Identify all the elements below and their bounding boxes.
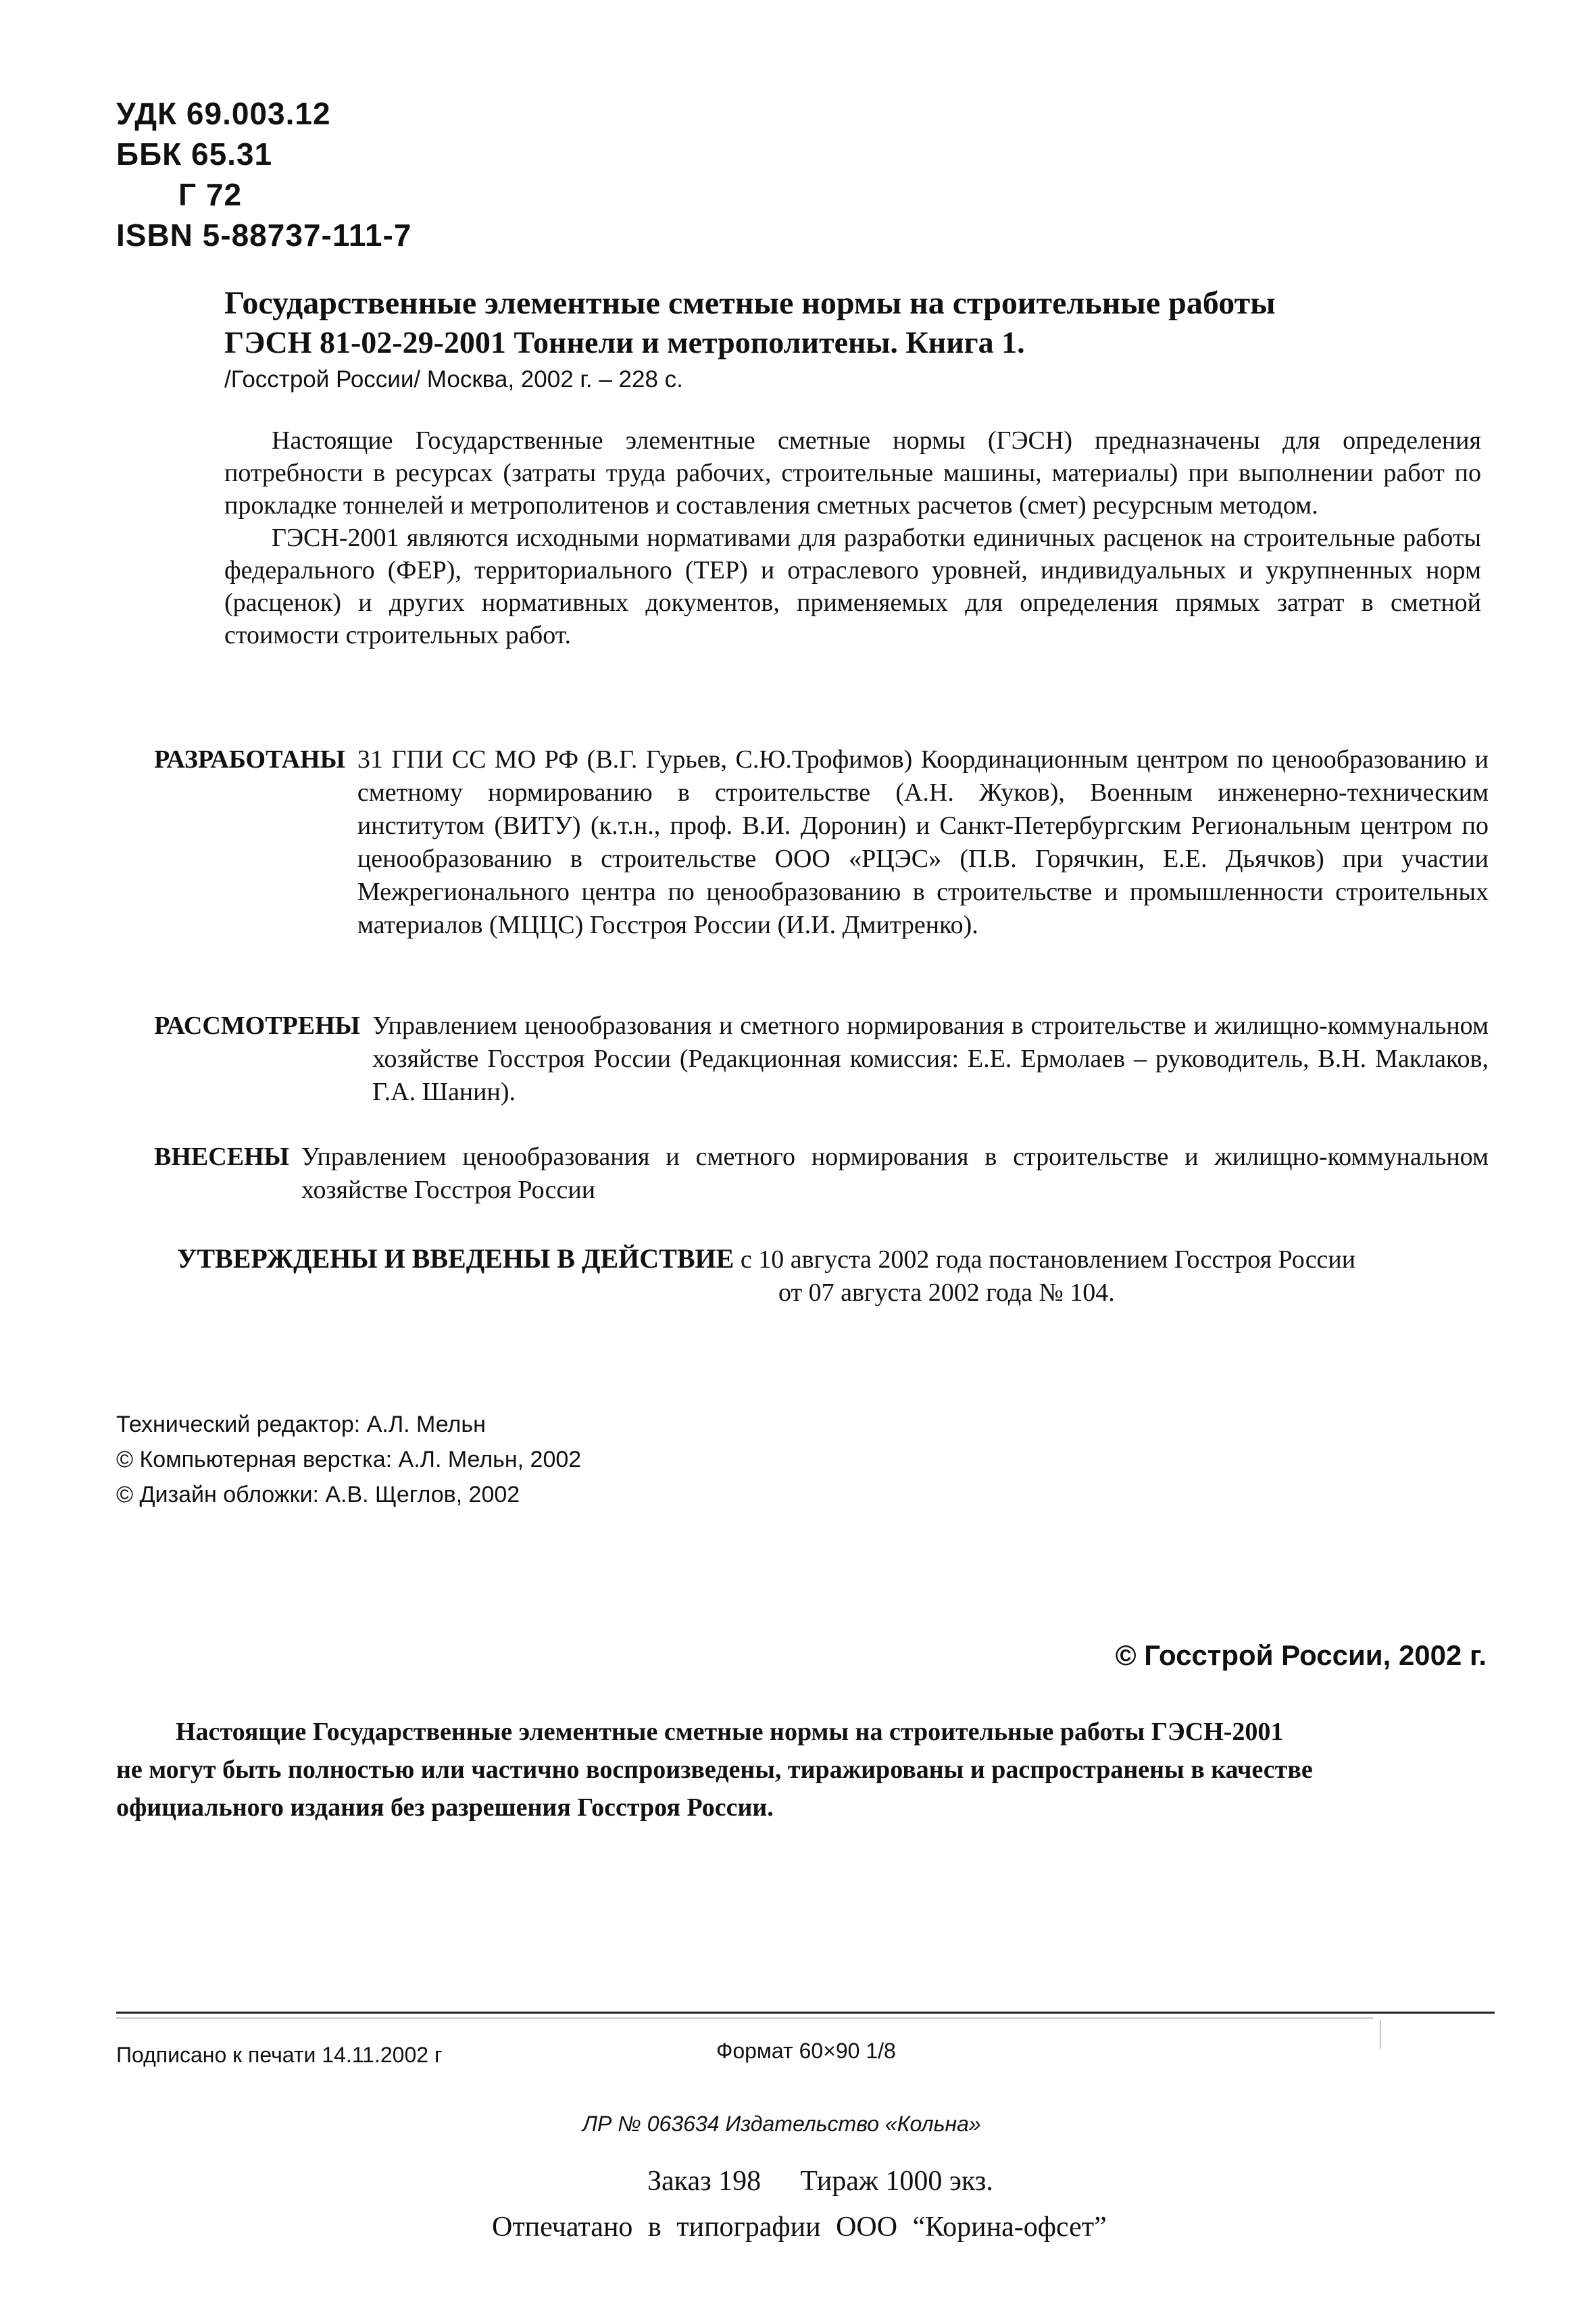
developed-label: РАЗРАБОТАНЫ xyxy=(154,745,345,774)
intro-section xyxy=(224,424,1481,651)
intro-paragraph-2: ГЭСН-2001 являются исходными нормативами для разработки единичных расценок на строительные работы федерального (ФЕР), территориального (ТЕР) и отраслевого уровней, индивидуальных и укрупненных норм (расценок) и других нормативных документов, применяемых для определения прямых затрат в сметной стоимости строительных работ. xyxy=(224,524,1481,649)
approved-row xyxy=(177,1242,1488,1310)
publisher-info: /Госстрой России/ Москва, 2002 г. – 228 с. xyxy=(224,366,683,393)
udk-code: УДК 69.003.12 xyxy=(116,96,331,131)
title-block xyxy=(224,284,1508,397)
copyright-notice xyxy=(116,1713,1489,1826)
approved-text-line2: от 07 августа 2002 года № 104. xyxy=(778,1278,1115,1307)
cover-design-credit: © Дизайн обложки: А.В. Щеглов, 2002 xyxy=(116,1482,520,1508)
approved-label: УТВЕРЖДЕНЫ И ВВЕДЕНЫ В ДЕЙСТВИЕ xyxy=(177,1243,734,1274)
circulation: Тираж 1000 экз. xyxy=(800,2166,993,2197)
credits xyxy=(116,1407,581,1512)
isbn-code: ISBN 5-88737-111-7 xyxy=(116,218,412,253)
reviewed-text: Управлением ценообразования и сметного нормирования в строительстве и жилищно-коммунальном хозяйстве Госстроя России (Редакционная комиссия: Е.Е. Ермолаев – руководитель, В.Н. Маклаков, Г.А. Шанин). xyxy=(372,1012,1489,1106)
intro-paragraph-1: Настоящие Государственные элементные сметные нормы (ГЭСН) предназначены для определения потребности в ресурсах (затраты труда рабочих, строительные машины, материалы) при выполнении работ по прокладке тоннелей и метрополитенов и составления сметных расчетов (смет) ресурсным методом. xyxy=(224,426,1481,520)
reviewed-label: РАССМОТРЕНЫ xyxy=(154,1012,360,1040)
reviewed-row xyxy=(154,1010,1489,1109)
tech-editor: Технический редактор: А.Л. Мельн xyxy=(116,1412,486,1437)
print-format: Формат 60×90 1/8 xyxy=(716,2039,896,2063)
notice-line-3: официального издания без разрешения Госстроя России. xyxy=(116,1793,774,1822)
submitted-label: ВНЕСЕНЫ xyxy=(154,1143,289,1171)
copyright: © Госстрой России, 2002 г. xyxy=(1115,1639,1487,1671)
developed-text: 31 ГПИ СС МО РФ (В.Г. Гурьев, С.Ю.Трофимов) Координационным центром по ценообразованию и сметному нормированию в строительстве (А.Н. Жуков), Военным инженерно-техническим институтом (ВИТУ) (к.т.н., проф. В.И. Доронин) и Санкт-Петербургским Региональным центром по ценообразованию в строительстве ООО «РЦЭС» (П.В. Горячкин, Е.Е. Дьячков) при участии Межрегионального центра по ценообразованию в строительстве и промышленности строительных материалов (МЦЦС) Госстроя России (И.И. Дмитренко). xyxy=(357,745,1489,939)
author-sign-code: Г 72 xyxy=(178,177,243,212)
bbk-code: ББК 65.31 xyxy=(116,136,273,172)
layout-credit: © Компьютерная верстка: А.Л. Мельн, 2002 xyxy=(116,1447,582,1472)
signed-for-print: Подписано к печати 14.11.2002 г xyxy=(116,2043,443,2067)
submitted-text: Управлением ценообразования и сметного нормирования в строительстве и жилищно-коммунальном хозяйстве Госстроя России xyxy=(301,1143,1489,1204)
notice-line-2: не могут быть полностью или частично воспроизведены, тиражированы и распространены в качестве xyxy=(116,1756,1313,1784)
document-title: Государственные элементные сметные нормы на строительные работы xyxy=(224,285,1276,321)
developed-row xyxy=(154,743,1489,942)
document-subtitle: ГЭСН 81-02-29-2001 Тоннели и метрополитены. Книга 1. xyxy=(224,325,1025,359)
submitted-row xyxy=(154,1141,1489,1207)
order-number: Заказ 198 xyxy=(647,2166,762,2197)
approved-text-line1: с 10 августа 2002 года постановлением Госстроя России xyxy=(740,1245,1356,1274)
order-info xyxy=(647,2162,993,2200)
printing-house: Отпечатано в типографии ООО “Корина-офсет” xyxy=(492,2212,1107,2243)
publisher-license: ЛР № 063634 Издательство «Кольна» xyxy=(582,2112,981,2136)
catalog-codes xyxy=(116,93,412,255)
notice-line-1: Настоящие Государственные элементные сметные нормы на строительные работы ГЭСН-2001 xyxy=(176,1718,1284,1746)
footer-divider xyxy=(116,2012,1495,2014)
